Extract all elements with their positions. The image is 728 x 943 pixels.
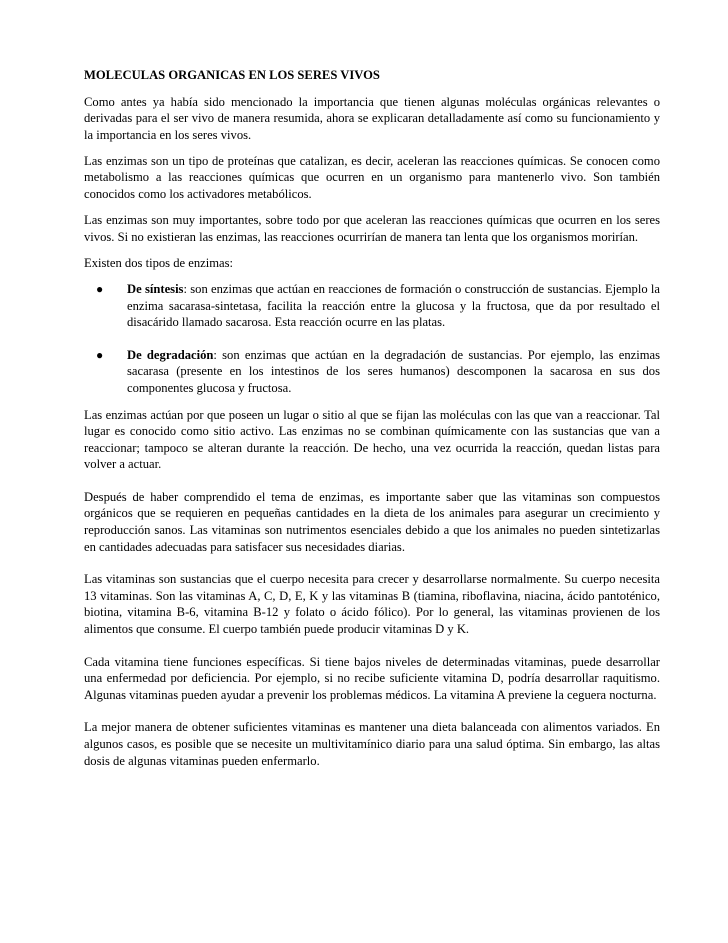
definition-degradation: : son enzimas que actúan en la degradación de sustancias. Por ejemplo, las enzimas sacarasa (presente en los intestinos de los seres humanos) descomponen la sacarosa en sus dos componentes glucosa y fructosa. (127, 347, 660, 395)
paragraph-vitamins-definition: Después de haber comprendido el tema de enzimas, es importante saber que las vitaminas son compuestos orgánicos que se requieren en pequeñas cantidades en la dieta de los animales para asegurar un crecimiento y reproducción sanos. Las vitaminas son nutrimentos esenciales debido a que los animales no pueden sintetizarlas en cantidades adecuadas para satisfacer sus necesidades diarias. (84, 489, 660, 554)
paragraph-active-site: Las enzimas actúan por que poseen un lugar o sitio al que se fijan las moléculas con las que van a reaccionar. Tal lugar es conocido como sitio activo. Las enzimas no se combinan químicamente con las sustancias que van a reaccionar; tampoco se alteran durante la reacción. De hecho, una vez ocurrida la reacción, quedan listas para volver a actuar. (84, 407, 660, 472)
term-degradation: De degradación (127, 347, 214, 362)
paragraph-balanced-diet: La mejor manera de obtener suficientes vitaminas es mantener una dieta balanceada con alimentos variados. En algunos casos, es posible que se necesite un multivitamínico diario para una salud óptima. Sin embargo, las altas dosis de algunas vitaminas pueden enfermarlo. (84, 720, 660, 768)
document-title: MOLECULAS ORGANICAS EN LOS SERES VIVOS (84, 68, 380, 82)
paragraph-enzyme-types-intro: Existen dos tipos de enzimas: (84, 255, 234, 270)
term-synthesis: De síntesis (127, 281, 184, 296)
document-page (84, 67, 660, 779)
paragraph-enzymes-definition: Las enzimas son un tipo de proteínas que catalizan, es decir, aceleran las reacciones químicas. Se conocen como metabolismo a las reacciones químicas que ocurren en un organismo para mantenerlo vivo. Son también conocidos como los activadores metabólicos. (84, 153, 660, 202)
bullet-icon: ● (96, 281, 104, 296)
paragraph-vitamins-list: Las vitaminas son sustancias que el cuerpo necesita para crecer y desarrollarse normalmente. Su cuerpo necesita 13 vitaminas. Son las vitaminas A, C, D, E, K y las vitaminas B (tiamina, riboflavina, niacina, ácido pantoténico, biotina, vitamina B-6, vitamina B-12 y folato o ácido fólico). Por lo general, las vitaminas provienen de los alimentos que consume. El cuerpo también puede producir vitaminas D y K. (84, 572, 660, 637)
list-item-synthesis (84, 281, 660, 331)
paragraph-vitamins-functions: Cada vitamina tiene funciones específicas. Si tiene bajos niveles de determinadas vitaminas, puede desarrollar una enfermedad por deficiencia. Por ejemplo, si no recibe suficiente vitamina D, podría desarrollar raquitismo. Algunas vitaminas pueden ayudar a prevenir los problemas médicos. La vitamina A previene la ceguera nocturna. (84, 654, 660, 702)
list-item-degradation (84, 347, 660, 397)
definition-synthesis: : son enzimas que actúan en reacciones de formación o construcción de sustancias. Ejemplo la enzima sacarasa-sintetasa, facilita la reacción entre la glucosa y la fructosa, que da por resultado el disacárido llamado sacarosa. Esta reacción ocurre en las platas. (127, 281, 660, 330)
bullet-icon: ● (96, 347, 104, 362)
paragraph-intro: Como antes ya había sido mencionado la importancia que tienen algunas moléculas orgánicas relevantes o derivadas para el ser vivo de manera resumida, ahora se explicaran detalladamente así como su funcionamiento y la importancia en los seres vivos. (84, 94, 660, 142)
enzyme-types-list (84, 281, 660, 397)
paragraph-enzymes-importance: Las enzimas son muy importantes, sobre todo por que aceleran las reacciones químicas que ocurren en los seres vivos. Si no existieran las enzimas, las reacciones ocurrirían de manera tan lenta que los organismos morirían. (84, 213, 660, 244)
